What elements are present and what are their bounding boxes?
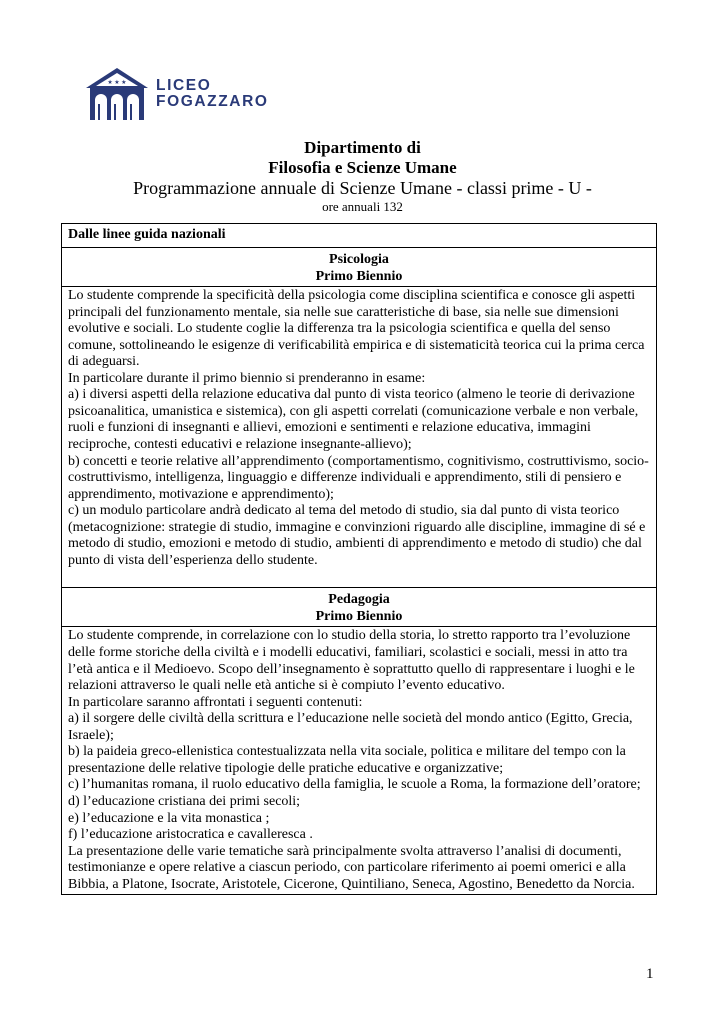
- annual-hours: ore annuali 132: [322, 199, 403, 214]
- pedagogia-content: [62, 627, 657, 895]
- psicologia-title: Psicologia: [329, 252, 389, 267]
- paragraph: b) concetti e teorie relative all’apprendimento (comportamentismo, cognitivismo, costruttivismo, socio-costruttivismo, intelligenza, linguaggio e differenze individuali e apprendimento, stili di pensiero e apprendimento, motivazione e apprendimento);: [68, 453, 649, 502]
- paragraph: d) l’educazione cristiana dei primi secoli;: [68, 793, 301, 809]
- paragraph: Lo studente comprende la specificità della psicologia come disciplina scientifica e conosce gli aspetti principali del funzionamento mentale, sia nelle sue caratteristiche di base, sia nelle sue dimensioni evolutive e sociali. Lo studente coglie la differenza tra la psicologia scientifica e quella del senso comune, sottolineando le esigenze di verificabilità empirica e di sistematicità teorica cui la prima cerca di adeguarsi.: [68, 288, 645, 370]
- paragraph: f) l’educazione aristocratica e cavalleresca .: [68, 827, 313, 843]
- psicologia-subtitle: Primo Biennio: [315, 268, 403, 284]
- logo-emblem-icon: [86, 66, 154, 122]
- paragraph: In particolare durante il primo biennio si prenderanno in esame:: [68, 370, 426, 386]
- psicologia-heading: [62, 248, 657, 287]
- pedagogia-title: Pedagogia: [328, 592, 390, 608]
- paragraph: In particolare saranno affrontati i seguenti contenuti:: [68, 694, 363, 710]
- guidelines-table: [61, 223, 657, 895]
- paragraph: c) un modulo particolare andrà dedicato al tema del metodo di studio, sia dal punto di vista teorico (metacognizione: strategie di studio, immagine e convinzioni riguardo alle discipline, immagine di sé e metodo di studio, emozioni e metodo di studio, ambienti di apprendimento e metodo di studio) che dal punto di vista dell’esperienza dello studente.: [68, 503, 646, 568]
- table-caption: Dalle linee guida nazionali: [62, 224, 657, 248]
- pedagogia-subtitle: Primo Biennio: [315, 608, 403, 624]
- paragraph: a) il sorgere delle civiltà della scrittura e l’educazione nelle società del mondo antico (Egitto, Grecia, Israele);: [68, 711, 633, 743]
- page-number: 1: [646, 966, 654, 982]
- paragraph: La presentazione delle varie tematiche sarà principalmente svolta attraverso l’analisi di documenti, testimonianze e opere relative a ciascun periodo, con particolare riferimento ai poemi omerici e alla Bibbia, a Platone, Isocrate, Aristotele, Cicerone, Quintiliano, Seneca, Agostino, Benedetto da Norcia.: [68, 843, 635, 892]
- paragraph: Lo studente comprende, in correlazione con lo studio della storia, lo stretto rapporto tra l’evoluzione delle forme storiche della civiltà e i modelli educativi, familiari, scolastici e sociali, messi in atto tra l’età antica e il Medioevo. Scopo dell’insegnamento è soprattutto quello di rappresentare i luoghi e le relazioni attraverso le quali nelle età antiche si è compiuto l’evento educativo.: [68, 628, 635, 694]
- pedagogia-heading: [62, 588, 657, 627]
- logo-wordmark: [156, 78, 269, 110]
- svg-text:★ ★ ★: ★ ★ ★: [107, 80, 127, 86]
- document-header: [0, 138, 725, 215]
- department-name: Filosofia e Scienze Umane: [268, 158, 457, 177]
- school-logo: [86, 66, 278, 122]
- logo-line-1: LICEO: [156, 77, 212, 94]
- paragraph: a) i diversi aspetti della relazione educativa dal punto di vista teorico (almeno le teorie di derivazione psicoanalitica, umanistica e sistemica), con gli aspetti correlati (comunicazione verbale e non verbale, ruoli e funzioni di insegnanti e allievi, emozioni e sentimenti e relazione educativa, immagini reciproche, contesti educativi e relazione insegnante-allievo);: [68, 387, 639, 453]
- paragraph: b) la paideia greco-ellenistica contestualizzata nella vita sociale, politica e militare del tempo con la presentazione delle relative tipologie delle pratiche educative e organizzative;: [68, 744, 626, 776]
- program-title: Programmazione annuale di Scienze Umane - classi prime - U -: [133, 178, 592, 198]
- logo-line-2: FOGAZZARO: [156, 93, 269, 110]
- department-title: Dipartimento di: [304, 138, 421, 157]
- psicologia-content: [62, 287, 657, 588]
- paragraph: e) l’educazione e la vita monastica ;: [68, 810, 270, 826]
- paragraph: c) l’humanitas romana, il ruolo educativo della famiglia, le scuole a Roma, la formazione dell’oratore;: [68, 777, 641, 793]
